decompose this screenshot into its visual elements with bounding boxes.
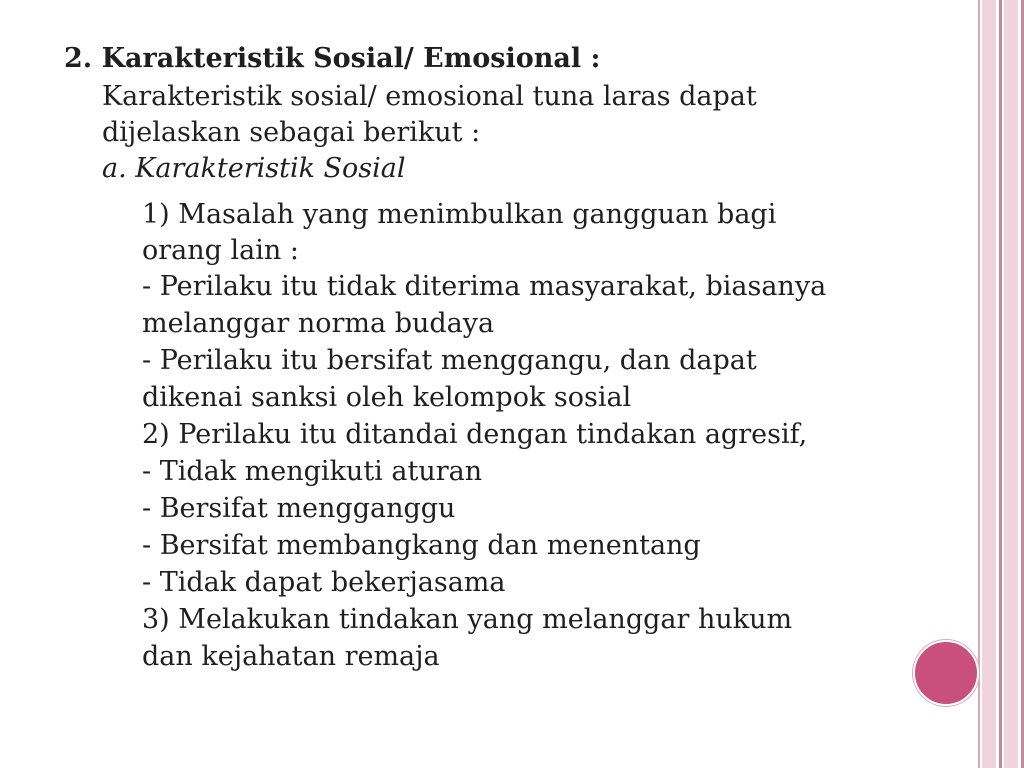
- stripe-thin-mid: [999, 0, 1002, 768]
- body-line-2: orang lain :: [142, 235, 299, 266]
- stripe-wide-light: [982, 0, 996, 768]
- body-line-7: 2) Perilaku itu ditandai dengan tindakan agresif,: [142, 419, 808, 450]
- intro-line-1: Karakteristik sosial/ emosional tuna laras dapat: [102, 81, 757, 112]
- body-line-13: dan kejahatan remaja: [142, 641, 440, 672]
- body-line-6: dikenai sanksi oleh kelompok sosial: [142, 382, 632, 413]
- body-line-10: - Bersifat membangkang dan menentang: [142, 530, 701, 561]
- body-line-5: - Perilaku itu bersifat menggangu, dan dapat: [142, 345, 757, 376]
- body-line-3: - Perilaku itu tidak diterima masyarakat, biasanya: [142, 271, 827, 302]
- body-line-12: 3) Melakukan tindakan yang melanggar hukum: [142, 604, 793, 635]
- decorative-stripes: [976, 0, 1024, 768]
- body-line-8: - Tidak mengikuti aturan: [142, 456, 483, 487]
- body-line-9: - Bersifat mengganggu: [142, 493, 456, 524]
- body-line-4: melanggar norma budaya: [142, 308, 495, 339]
- body-line-11: - Tidak dapat bekerjasama: [142, 567, 506, 598]
- stripe-wide-right: [1004, 0, 1018, 768]
- intro-line-2: dijelaskan sebagai berikut :: [102, 117, 481, 148]
- subheading-sosial: a. Karakteristik Sosial: [102, 153, 406, 184]
- body-line-1: 1) Masalah yang menimbulkan gangguan bagi: [142, 199, 777, 230]
- slide-heading: 2. Karakteristik Sosial/ Emosional :: [64, 43, 601, 74]
